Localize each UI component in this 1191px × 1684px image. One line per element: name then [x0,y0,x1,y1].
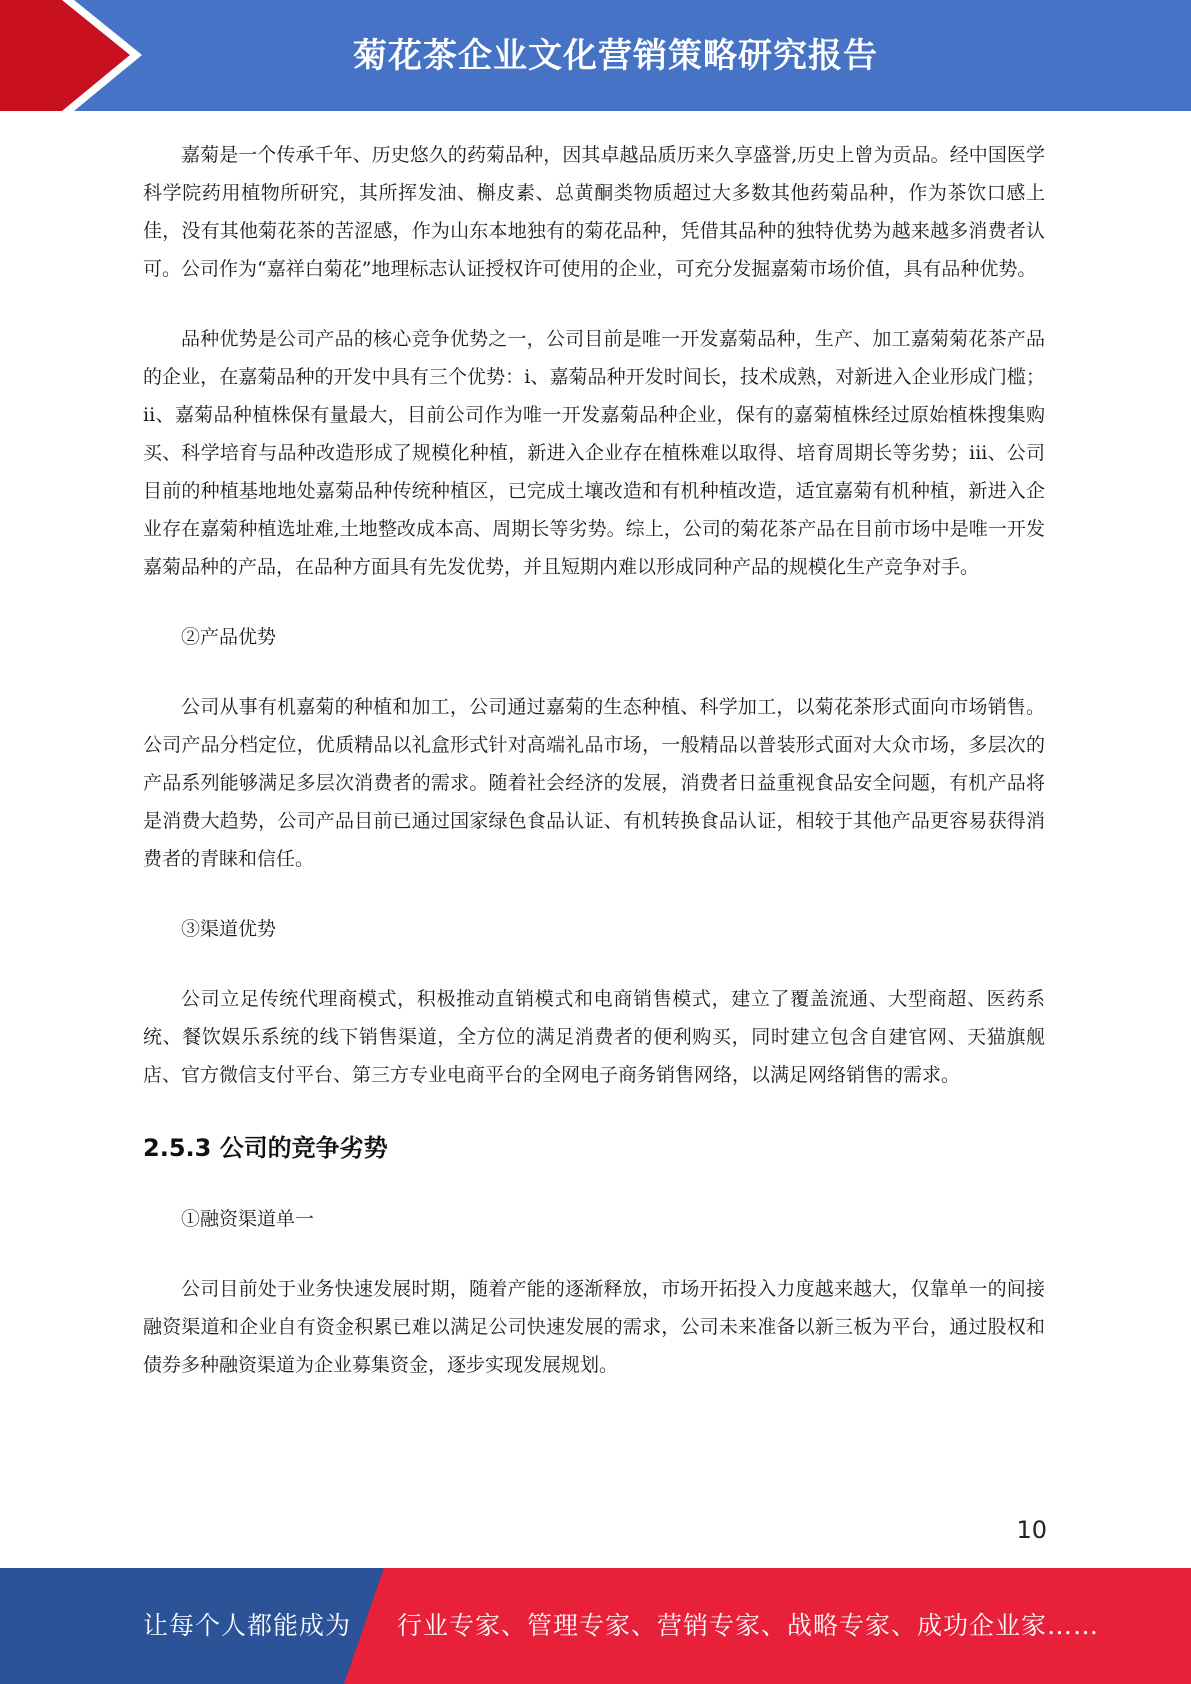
footer-slogan-right: 行业专家、管理专家、营销专家、战略专家、成功企业家…… [397,1611,1100,1640]
subheading-product-advantage: ②产品优势 [181,626,277,648]
subheading-financing-channel: ①融资渠道单一 [181,1208,315,1230]
paragraph-product-advantage: 公司从事有机嘉菊的种植和加工，公司通过嘉菊的生态种植、科学加工，以菊花茶形式面向市场销售。公司产品分档定位，优质精品以礼盒形式针对高端礼品市场，一般精品以普装形式面对大众市场，多层次的产品系列能够满足多层次消费者的需求。随着社会经济的发展，消费者日益重视食品安全问题，有机产品将是消费大趋势，公司产品目前已通过国家绿色食品认证、有机转换食品认证，相较于其他产品更容易获得消费者的青睐和信任。 [143,696,1045,870]
document-title: 菊花茶企业文化营销策略研究报告 [353,36,878,76]
paragraph-financing-channel: 公司目前处于业务快速发展时期，随着产能的逐渐释放，市场开拓投入力度越来越大，仅靠单一的间接融资渠道和企业自有资金积累已难以满足公司快速发展的需求，公司未来准备以新三板为平台，通过股权和债券多种融资渠道为企业募集资金，逐步实现发展规划。 [143,1278,1045,1376]
header-banner [0,0,1191,111]
page-number: 10 [1016,1516,1047,1544]
section-heading-competitive-disadvantage: 2.5.3 公司的竞争劣势 [143,1134,388,1162]
paragraph-channel-advantage: 公司立足传统代理商模式，积极推动直销模式和电商销售模式，建立了覆盖流通、大型商超、医药系统、餐饮娱乐系统的线下销售渠道，全方位的满足消费者的便利购买，同时建立包含自建官网、天猫旗舰店、官方微信支付平台、第三方专业电商平台的全网电子商务销售网络，以满足网络销售的需求。 [143,988,1045,1086]
footer-slogan-left: 让每个人都能成为 [143,1611,352,1640]
subheading-channel-advantage: ③渠道优势 [181,918,277,940]
paragraph-variety-advantage: 品种优势是公司产品的核心竞争优势之一，公司目前是唯一开发嘉菊品种，生产、加工嘉菊菊花茶产品的企业，在嘉菊品种的开发中具有三个优势：i、嘉菊品种开发时间长，技术成熟，对新进入企业形成门槛；ii、嘉菊品种植株保有量最大，目前公司作为唯一开发嘉菊品种企业，保有的嘉菊植株经过原始植株搜集购买、科学培育与品种改造形成了规模化种植，新进入企业存在植株难以取得、培育周期长等劣势；iii、公司目前的种植基地地处嘉菊品种传统种植区，已完成土壤改造和有机种植改造，适宜嘉菊有机种植，新进入企业存在嘉菊种植选址难,土地整改成本高、周期长等劣势。综上，公司的菊花茶产品在目前市场中是唯一开发嘉菊品种的产品，在品种方面具有先发优势，并且短期内难以形成同种产品的规模化生产竞争对手。 [143,328,1045,578]
page-body [143,136,1045,1384]
footer-banner [0,1568,1191,1684]
paragraph-jiaju-intro: 嘉菊是一个传承千年、历史悠久的药菊品种，因其卓越品质历来久享盛誉,历史上曾为贡品。经中国医学科学院药用植物所研究，其所挥发油、槲皮素、总黄酮类物质超过大多数其他药菊品种，作为茶饮口感上佳，没有其他菊花茶的苦涩感，作为山东本地独有的菊花品种，凭借其品种的独特优势为越来越多消费者认可。公司作为“嘉祥白菊花”地理标志认证授权许可使用的企业，可充分发掘嘉菊市场价值，具有品种优势。 [143,144,1045,280]
